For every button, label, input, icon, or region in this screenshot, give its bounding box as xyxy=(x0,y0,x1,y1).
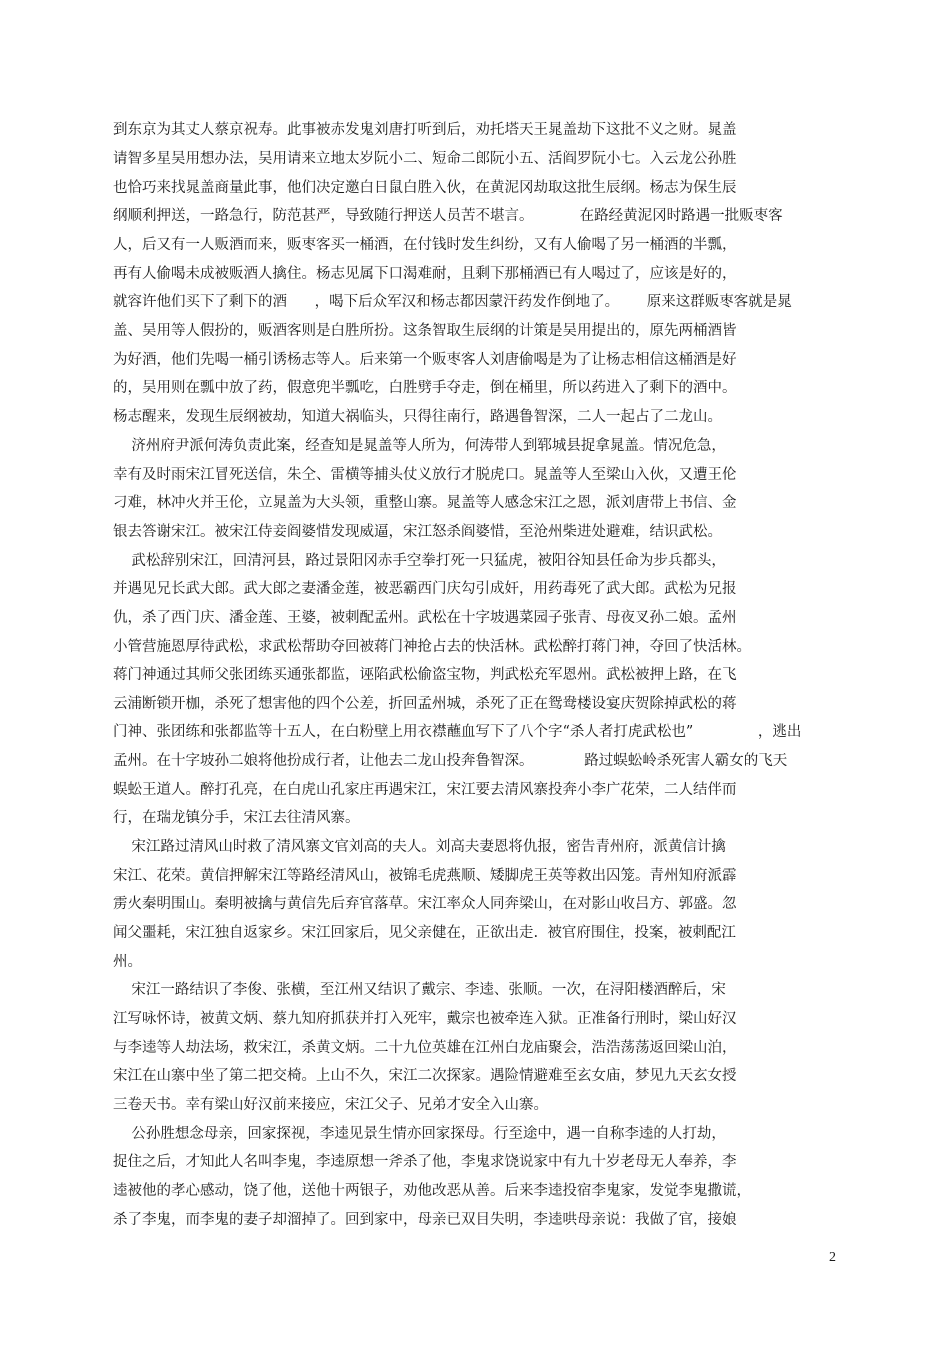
text-line: 宋江路过清风山时救了清风寨文官刘高的夫人。刘高夫妻恩将仇报，密告青州府，派黄信计擒 xyxy=(113,839,726,855)
text-line: 杀了李鬼，而李鬼的妻子却溜掉了。回到家中，母亲已双目失明，李逵哄母亲说：我做了官，接娘 xyxy=(113,1212,737,1228)
text-line: 公孙胜想念母亲，回家探视，李逵见景生情亦回家探母。行至途中，遇一自称李逵的人打劫， xyxy=(113,1126,726,1142)
text-line: 武松辞别宋江，回清河县，路过景阳冈赤手空拳打死一只猛虎，被阳谷知县任命为步兵都头， xyxy=(113,553,726,569)
text-line: 杨志醒来，发现生辰纲被劫，知道大祸临头，只得往南行，路遇鲁智深，二人一起占了二龙山。 xyxy=(113,409,722,425)
text-line: 雳火秦明围山。秦明被擒与黄信先后弃官落草。宋江率众人同奔梁山，在对影山收吕方、郭盛。忽 xyxy=(113,896,737,912)
text-line: 为好酒，他们先喝一桶引诱杨志等人。后来第一个贩枣客人刘唐偷喝是为了让杨志相信这桶酒是好 xyxy=(113,352,737,368)
text-line: 云浦断锁开枷，杀死了想害他的四个公差，折回孟州城，杀死了正在鸳鸯楼设宴庆贺除掉武松的蒋 xyxy=(113,696,737,712)
text-line: 也恰巧来找晁盖商量此事，他们决定邀白日鼠白胜入伙，在黄泥冈劫取这批生辰纲。杨志为保生辰 xyxy=(113,180,737,196)
text-line: 纲顺利押送，一路急行，防范甚严，导致随行押送人员苦不堪言。 在路经黄泥冈时路遇一批贩枣客 xyxy=(113,208,783,224)
text-line: 请智多星吴用想办法，吴用请来立地太岁阮小二、短命二郎阮小五、活阎罗阮小七。入云龙公孙胜 xyxy=(113,151,737,167)
text-line: 州。 xyxy=(113,954,142,970)
text-line: 孟州。在十字坡孙二娘将他扮成行者，让他去二龙山投奔鲁智深。 路过蜈蚣岭杀死害人霸女的飞天 xyxy=(113,753,788,769)
text-line: 捉住之后，才知此人名叫李鬼，李逵原想一斧杀了他，李鬼求饶说家中有九十岁老母无人奉养，李 xyxy=(113,1154,737,1170)
text-line: 闻父噩耗，宋江独自返家乡。宋江回家后，见父亲健在，正欲出走. 被官府围住，投案，被刺配江 xyxy=(113,925,736,941)
text-line: 江写咏怀诗，被黄文炳、蔡九知府抓获并打入死牢，戴宗也被牵连入狱。正准备行刑时，梁山好汉 xyxy=(113,1011,737,1027)
text-line: 幸有及时雨宋江冒死送信，朱仝、雷横等捕头仗义放行才脱虎口。晁盖等人至梁山入伙，又遭王伦 xyxy=(113,467,737,483)
text-line: 逵被他的孝心感动，饶了他，送他十两银子，劝他改恶从善。后来李逵投宿李鬼家，发觉李鬼撒谎， xyxy=(113,1183,751,1199)
text-line: 刁难，林冲火并王伦，立晁盖为大头领，重整山寨。晁盖等人感念宋江之恩，派刘唐带上书信、金 xyxy=(113,495,737,511)
text-line: 就容许他们买下了剩下的酒 ，喝下后众军汉和杨志都因蒙汗药发作倒地了。 原来这群贩枣客就是晁 xyxy=(113,294,792,310)
text-line: 盖、吴用等人假扮的，贩酒客则是白胜所扮。这条智取生辰纲的计策是吴用提出的，原先两桶酒皆 xyxy=(113,323,737,339)
text-line: 仇，杀了西门庆、潘金莲、王婆，被刺配孟州。武松在十字坡遇菜园子张青、母夜叉孙二娘。孟州 xyxy=(113,610,737,626)
text-line: 宋江一路结识了李俊、张横，至江州又结识了戴宗、李逵、张顺。一次，在浔阳楼酒醉后，宋 xyxy=(113,982,726,998)
text-line: 与李逵等人劫法场，救宋江，杀黄文炳。二十九位英雄在江州白龙庙聚会，浩浩荡荡返回梁山泊， xyxy=(113,1040,737,1056)
text-line: 银去答谢宋江。被宋江侍妾阎婆惜发现威逼，宋江怒杀阎婆惜，至沧州柴进处避难，结识武松。 xyxy=(113,524,722,540)
text-line: 再有人偷喝未成被贩酒人擒住。杨志见属下口渴难耐，且剩下那桶酒已有人喝过了，应该是好的， xyxy=(113,266,737,282)
text-line: 行，在瑞龙镇分手，宋江去往清风寨。 xyxy=(113,810,360,826)
text-line: 人，后又有一人贩酒而来，贩枣客买一桶酒，在付钱时发生纠纷，又有人偷喝了另一桶酒的半瓢， xyxy=(113,237,737,253)
text-line: 到东京为其丈人蔡京祝寿。此事被赤发鬼刘唐打听到后，劝托塔天王晁盖劫下这批不义之财。晁盖 xyxy=(113,122,737,138)
text-line: 的，吴用则在瓢中放了药，假意兜半瓢吃，白胜劈手夺走，倒在桶里，所以药进入了剩下的酒中。 xyxy=(113,380,737,396)
text-line: 三卷天书。幸有梁山好汉前来接应，宋江父子、兄弟才安全入山寨。 xyxy=(113,1097,548,1113)
text-line: 蜈蚣王道人。醉打孔亮，在白虎山孔家庄再遇宋江，宋江要去清风寨投奔小李广花荣，二人结伴而 xyxy=(113,782,737,798)
text-line: 济州府尹派何涛负责此案，经查知是晁盖等人所为，何涛带人到郓城县捉拿晁盖。情况危急， xyxy=(113,438,726,454)
text-line: 门神、张团练和张都监等十五人，在白粉壁上用衣襟蘸血写下了八个字“杀人者打虎武松也” ，逃出 xyxy=(113,724,802,740)
text-line: 蒋门神通过其师父张团练买通张都监，诬陷武松偷盗宝物，判武松充军恩州。武松被押上路，在飞 xyxy=(113,667,737,683)
page-number: 2 xyxy=(829,1250,836,1265)
text-line: 宋江在山寨中坐了第二把交椅。上山不久，宋江二次探家。遇险情避难至玄女庙，梦见九天玄女授 xyxy=(113,1068,737,1084)
text-line: 并遇见兄长武大郎。武大郎之妻潘金莲，被恶霸西门庆勾引成奸，用药毒死了武大郎。武松为兄报 xyxy=(113,581,737,597)
text-line: 宋江、花荣。黄信押解宋江等路经清风山，被锦毛虎燕顺、矮脚虎王英等救出囚笼。青州知府派霹 xyxy=(113,868,737,884)
text-line: 小管营施恩厚待武松，求武松帮助夺回被蒋门神抢占去的快活林。武松醉打蒋门神，夺回了快活林。 xyxy=(113,639,751,655)
